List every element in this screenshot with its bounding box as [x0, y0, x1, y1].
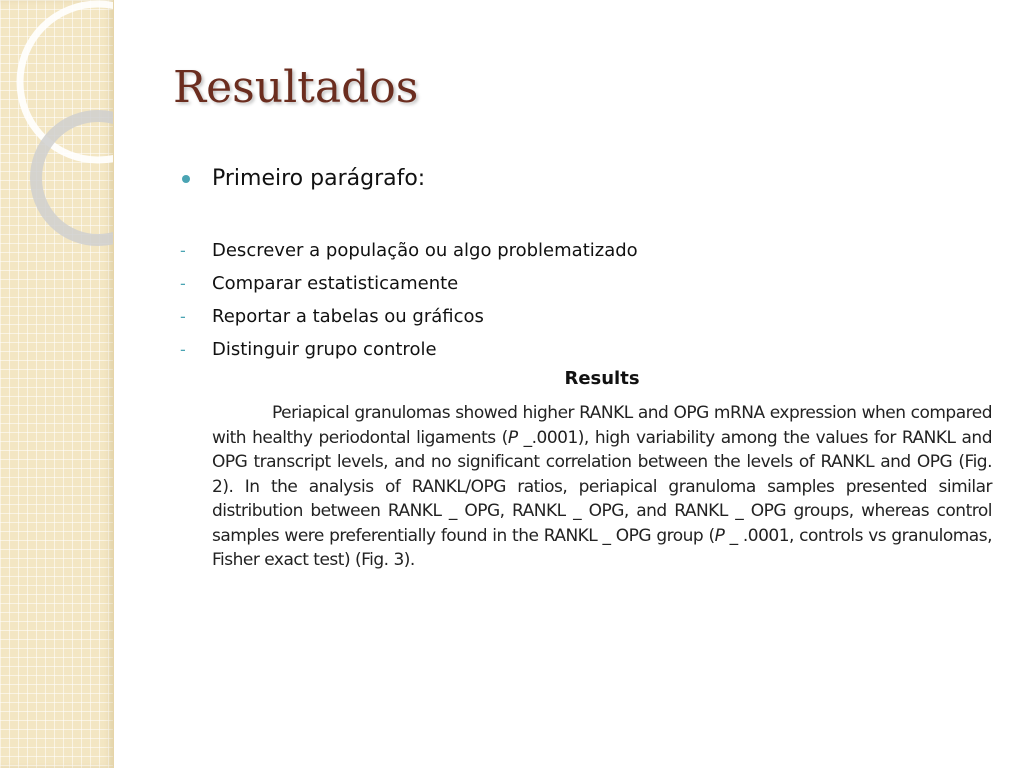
list-item: [180, 234, 638, 267]
paragraph-part-1: Periapical granulomas showed higher RANKL and OPG mRNA expression when compared with healthy periodontal ligaments (: [212, 403, 992, 448]
list-item: [180, 300, 638, 333]
list-item: [180, 333, 638, 366]
list-item: [180, 267, 638, 300]
decorative-sidebar: [0, 0, 114, 768]
sub-item-list: [180, 234, 638, 366]
p-value-symbol-2: P: [714, 525, 725, 546]
paragraph-part-2: _.0001), high variability among the values for RANKL and OPG transcript levels, and no significant correlation between the levels of RANKL and OPG (Fig. 2). In the analysis of RANKL/OPG ratios, periapical granuloma samples presented similar distribution between RANKL _ OPG, RANKL _ OPG, and RANKL _ OPG groups, whereas control samples were preferentially found in the RANKL _ OPG group (: [212, 427, 993, 546]
list-item-text: Descrever a população ou algo problematizado: [212, 240, 638, 261]
main-bullet-text: Primeiro parágrafo:: [212, 166, 426, 191]
results-paragraph: [212, 401, 992, 573]
list-item-text: Comparar estatisticamente: [212, 273, 459, 294]
dash-icon: -: [180, 340, 186, 359]
slide-title: Resultados: [173, 62, 419, 113]
dash-icon: -: [180, 241, 186, 260]
list-item-text: Distinguir grupo controle: [212, 339, 437, 360]
decorative-rings: [0, 0, 113, 768]
dash-icon: -: [180, 274, 186, 293]
p-value-symbol-1: P: [507, 427, 518, 448]
list-item-text: Reportar a tabelas ou gráficos: [212, 306, 484, 327]
main-bullet: [182, 166, 425, 191]
bullet-dot-icon: [182, 175, 190, 183]
decorative-ring-top: [20, 4, 113, 160]
decorative-ring-bottom: [36, 116, 113, 240]
results-heading: Results: [564, 368, 640, 389]
dash-icon: -: [180, 307, 186, 326]
paragraph-part-3: _ .0001, controls vs granulomas, Fisher exact test) (Fig. 3).: [212, 525, 992, 570]
